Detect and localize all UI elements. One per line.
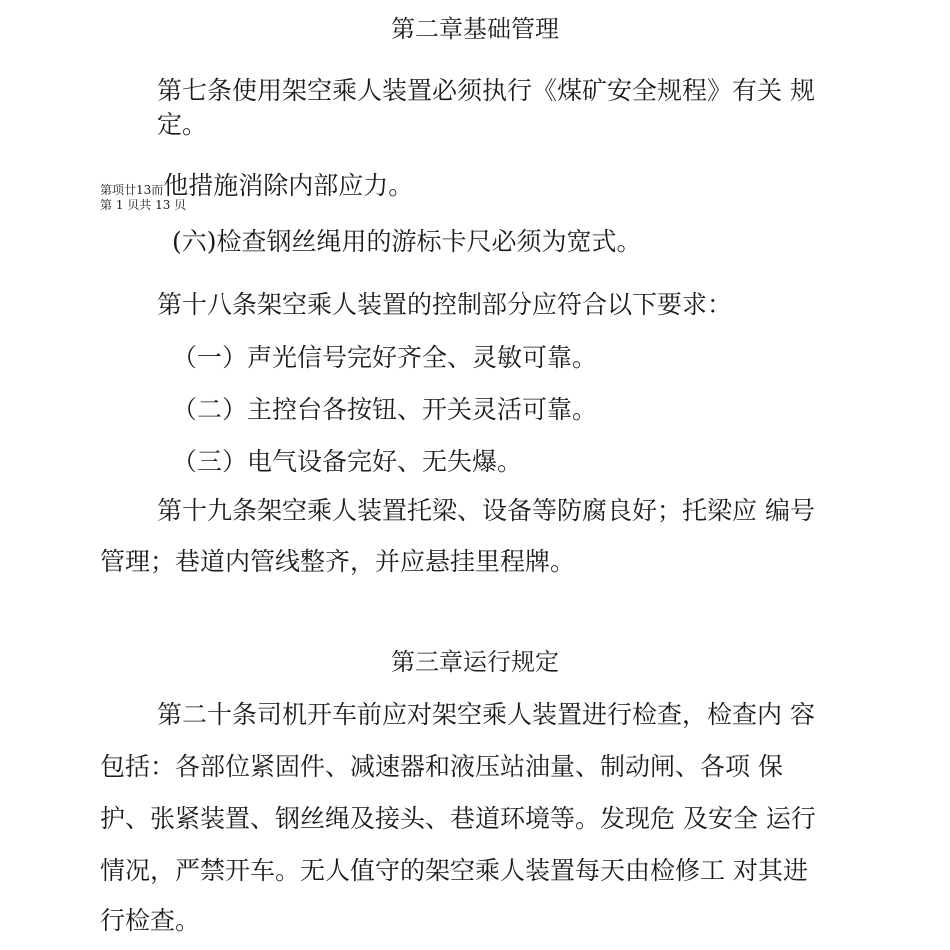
article-20-line-5: 行检查。 — [100, 906, 201, 935]
article-20-line-3: 护、张紧装置、钢丝绳及接头、巷道环境等。发现危 及安全 运行 — [100, 804, 816, 833]
article-20-line-2: 包括：各部位紧固件、减速器和液压站油量、制动闸、各项 保 — [100, 752, 783, 781]
article-20-line-1: 第二十条司机开车前应对架空乘人装置进行检查，检查内 容 — [157, 700, 815, 729]
page-number: 第 1 贝共 13 贝 — [100, 198, 187, 212]
item-6: (六)检查钢丝绳用的游标卡尺必须为宽式。 — [172, 227, 642, 256]
article-18: 第十八条架空乘人装置的控制部分应符合以下要求： — [157, 290, 733, 319]
article-18-item-3: （三）电气设备完好、无失爆。 — [172, 447, 523, 476]
chapter-2-title: 第二章基础管理 — [391, 15, 559, 43]
footer-text: 他措施消除内部应力。 — [163, 171, 414, 200]
article-20-line-4: 情况，严禁开车。无人值守的架空乘人装置每天由检修工 对其进 — [100, 856, 808, 885]
article-19-line-2: 管理；巷道内管线整齐，并应悬挂里程牌。 — [100, 547, 576, 576]
article-19-line-1: 第十九条架空乘人装置托梁、设备等防腐良好；托梁应 编号 — [157, 496, 815, 525]
footer-marker: 第项廿13而 — [100, 183, 164, 197]
article-7-line-2: 定。 — [157, 110, 208, 139]
article-18-item-2: （二）主控台各按钮、开关灵活可靠。 — [172, 395, 598, 424]
chapter-3-title: 第三章运行规定 — [391, 648, 559, 676]
article-18-item-1: （一）声光信号完好齐全、灵敏可靠。 — [172, 343, 598, 372]
article-7-line-1: 第七条使用架空乘人装置必须执行《煤矿安全规程》有关 规 — [157, 76, 815, 105]
